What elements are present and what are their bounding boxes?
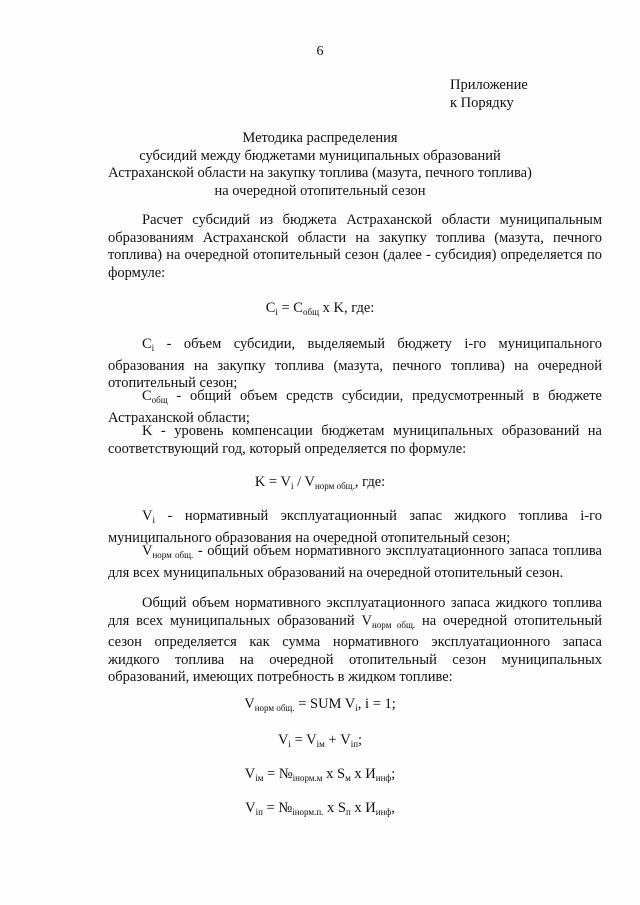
formula-part: , i = 1; xyxy=(357,696,396,712)
formula-part: ; xyxy=(391,766,396,782)
formula-subscript: инф xyxy=(375,773,392,783)
formula-part: , где: xyxy=(354,474,386,490)
formula-vnorm xyxy=(0,696,640,713)
formula-subsidy xyxy=(0,300,640,317)
formula-subscript: норм общ. xyxy=(254,703,295,713)
appendix-line-1: Приложение xyxy=(450,77,528,93)
definition-text: K - уровень компенсации бюджетам муниципальных образований на соответствующий год, который определяется по формуле: xyxy=(108,423,602,457)
formula-part: V xyxy=(245,800,256,816)
definition-vnorm xyxy=(108,543,602,582)
formula-part: = SUM V xyxy=(294,696,356,712)
formula-part: x S xyxy=(322,766,346,782)
formula-subscript: м xyxy=(345,773,351,783)
formula-subscript: iнорм.п. xyxy=(292,807,324,817)
title-line-3: Астраханской области на закупку топлива (мазута, печного топлива) xyxy=(108,165,532,181)
formula-part: ; xyxy=(358,732,363,748)
formula-subscript: инф xyxy=(375,807,392,817)
formula-part: V xyxy=(244,766,256,782)
symbol-subscript: общ xyxy=(151,395,168,405)
formula-part: , xyxy=(391,800,395,816)
title-line-1: Методика распределения xyxy=(242,130,398,146)
formula-subscript: i xyxy=(355,703,358,713)
symbol-subscript: i xyxy=(151,343,155,353)
formula-subscript: iм xyxy=(255,773,264,783)
formula-subscript: iп xyxy=(255,807,263,817)
symbol: C xyxy=(142,336,152,352)
formula-part: x И xyxy=(350,766,376,782)
formula-subscript: общ xyxy=(302,307,319,317)
formula-subscript: iм xyxy=(316,739,325,749)
appendix-header xyxy=(450,76,600,112)
formula-part: x И xyxy=(350,800,376,816)
definition-text: - нормативный эксплуатационный запас жидкого топлива i-го муниципального образования на очередной отопительный сезон; xyxy=(108,508,602,546)
document-title xyxy=(80,130,560,200)
formula-k xyxy=(0,474,640,491)
symbol-subscript: норм общ. xyxy=(152,550,194,560)
formula-subscript: i xyxy=(290,481,294,491)
formula-part: x K, где: xyxy=(319,300,375,316)
page-number: 6 xyxy=(316,44,324,59)
formula-subscript: норм общ. xyxy=(314,481,355,491)
formula-subscript: i xyxy=(288,739,291,749)
formula-vi xyxy=(0,732,640,749)
formula-part: = № xyxy=(263,766,293,782)
formula-part: x S xyxy=(323,800,346,816)
formula-part: C xyxy=(265,300,276,316)
paragraph-text: на очередной отопительный сезон определяется как сумма нормативного эксплуатационного запаса жидкого топлива на очередной отопительный сезон муниципальных образований, имеющих потребность в жидком топливе: xyxy=(108,612,603,685)
formula-subscript: iп xyxy=(350,739,359,749)
formula-part: V xyxy=(244,696,255,712)
total-volume-paragraph xyxy=(108,595,602,687)
formula-subscript: i xyxy=(275,307,278,317)
intro-text: Расчет субсидий из бюджета Астраханской области муниципальным образованиям Астраханской области на закупку топлива (мазута, печного топлива) на очередной отопительный сезон (далее - субсидия) определяется по формуле: xyxy=(108,212,602,281)
symbol-subscript: i xyxy=(152,515,155,525)
symbol: V xyxy=(142,508,153,524)
formula-part: = № xyxy=(262,800,293,816)
definition-k xyxy=(108,423,602,458)
formula-part: / V xyxy=(293,474,315,490)
formula-part: = V xyxy=(290,732,317,748)
appendix-line-2: к Порядку xyxy=(450,95,514,111)
intro-paragraph xyxy=(108,212,602,282)
definition-text: - общий объем средств субсидии, предусмотренный в бюджете Астраханской области; xyxy=(108,388,602,426)
formula-subscript: iнорм.м xyxy=(292,773,323,783)
formula-vim xyxy=(0,766,640,783)
definition-ci xyxy=(108,336,602,393)
symbol-subscript: норм общ. xyxy=(372,619,416,630)
formula-vip xyxy=(0,800,640,817)
formula-part: + V xyxy=(324,732,351,748)
title-line-4: на очередной отопительный сезон xyxy=(214,182,426,199)
formula-part: V xyxy=(277,732,289,748)
symbol: V xyxy=(142,543,153,559)
paragraph-text: Общий объем нормативного эксплуатационного запаса жидкого топлива для всех муниципальных образований V xyxy=(108,595,602,629)
symbol: C xyxy=(142,388,152,404)
definition-vi xyxy=(108,508,602,547)
formula-subscript: п xyxy=(345,807,351,817)
title-line-2: субсидий между бюджетами муниципальных образований xyxy=(139,147,501,164)
formula-part: = C xyxy=(277,300,303,316)
definition-text: - объем субсидии, выделяемый бюджету i-го муниципального образования на закупку топлива (мазута, печного топлива) на очередной отопительный сезон; xyxy=(108,336,602,391)
definition-cobsh xyxy=(108,388,602,427)
formula-part: K = V xyxy=(254,474,291,490)
definition-text: - общий объем нормативного эксплуатационного запаса топлива для всех муниципальных образований на очередной отопительный сезон. xyxy=(108,543,602,581)
